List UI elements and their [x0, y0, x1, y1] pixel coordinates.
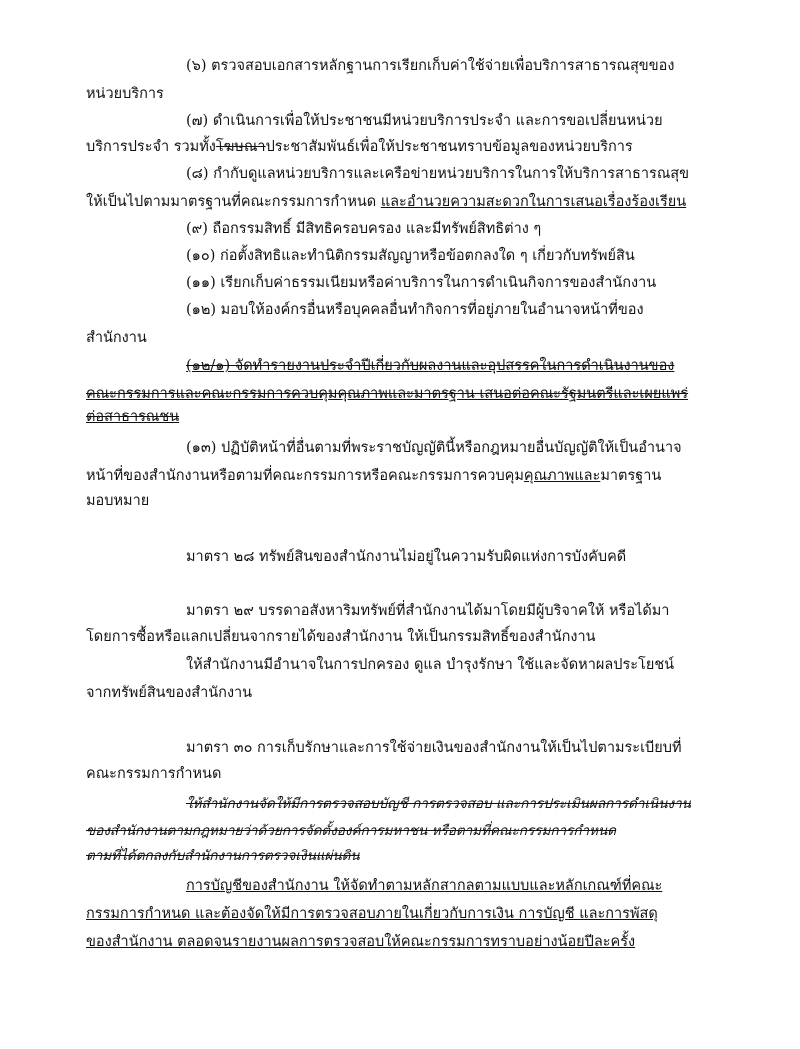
item-9: (๙) ถือกรรมสิทธิ์ มีสิทธิครอบครอง และมีทรัพย์สิทธิต่าง ๆ — [186, 221, 542, 237]
item-12-line-1: (๑๒) มอบให้องค์กรอื่นหรือบุคคลอื่นทำกิจการที่อยู่ภายในอำนาจหน้าที่ของ — [186, 302, 644, 318]
item-13-text-b: มาตรฐาน — [600, 468, 662, 484]
section-29-line-3: ให้สำนักงานมีอำนาจในการปกครอง ดูแล บำรุงรักษา ใช้และจัดหาผลประโยชน์ — [186, 657, 675, 673]
item-8-underlined-text: และอำนวยความสะดวกในการเสนอเรื่องร้องเรียน — [380, 194, 687, 210]
section-29-line-1: มาตรา ๒๙ บรรดาอสังหาริมทรัพย์ที่สำนักงานได้มาโดยมีผู้บริจาคให้ หรือได้มา — [186, 603, 670, 619]
section-30-struck-line-1: ให้สำนักงานจัดให้มีการตรวจสอบบัญชี การตรวจสอบ และการประเมินผลการดำเนินงาน — [186, 796, 691, 812]
section-30-struck-line-3: ตามที่ได้ตกลงกับสำนักงานการตรวจเงินแผ่นดิน — [86, 848, 360, 864]
item-7-text-b: ประชาสัมพันธ์เพื่อให้ประชาชนทราบข้อมูลของหน่วยบริการ — [265, 139, 633, 155]
item-10: (๑๐) ก่อตั้งสิทธิและทำนิติกรรมสัญญาหรือข้อตกลงใด ๆ เกี่ยวกับทรัพย์สิน — [186, 248, 635, 264]
section-29-line-2: โดยการซื้อหรือแลกเปลี่ยนจากรายได้ของสำนักงาน ให้เป็นกรรมสิทธิ์ของสำนักงาน — [86, 629, 596, 645]
item-6-line-2: หน่วยบริการ — [86, 86, 164, 102]
section-28: มาตรา ๒๘ ทรัพย์สินของสำนักงานไม่อยู่ในความรับผิดแห่งการบังคับคดี — [186, 549, 627, 565]
item-7-text-a: บริการประจำ รวมทั้ง — [86, 139, 216, 155]
section-30-struck-line-2: ของสำนักงานตามกฎหมายว่าด้วยการจัดตั้งองค์การมหาชน หรือตามที่คณะกรรมการกำหนด — [86, 823, 617, 839]
item-11: (๑๑) เรียกเก็บค่าธรรมเนียมหรือค่าบริการในการดำเนินกิจการของสำนักงาน — [186, 275, 657, 291]
item-13-text-a: หน้าที่ของสำนักงานหรือตามที่คณะกรรมการหรือคณะกรรมการควบคุม — [86, 468, 524, 484]
section-30-line-1: มาตรา ๓๐ การเก็บรักษาและการใช้จ่ายเงินของสำนักงานให้เป็นไปตามระเบียบที่ — [186, 740, 682, 756]
item-7-struck-word: โฆษณา — [215, 139, 266, 155]
section-30-line-2: คณะกรรมการกำหนด — [86, 766, 222, 782]
item-8-line-1: (๘) กำกับดูแลหน่วยบริการและเครือข่ายหน่วยบริการในการให้บริการสาธารณสุข — [186, 166, 690, 182]
item-12-1-line-3: ต่อสาธารณชน — [86, 409, 180, 425]
section-30-new-line-2: กรรมการกำหนด และต้องจัดให้มีการตรวจสอบภายในเกี่ยวกับการเงิน การบัญชี และการพัสดุ — [86, 906, 658, 922]
item-12-1-line-2: คณะกรรมการและคณะกรรมการควบคุมคุณภาพและมาตรฐาน เสนอต่อคณะรัฐมนตรีและเผยแพร่ — [86, 386, 689, 402]
item-13-line-3: มอบหมาย — [86, 493, 150, 509]
item-12-line-2: สำนักงาน — [86, 330, 147, 346]
item-8-line-2 — [86, 191, 686, 213]
item-13-line-1: (๑๓) ปฏิบัติหน้าที่อื่นตามที่พระราชบัญญัตินี้หรือกฎหมายอื่นบัญญัติให้เป็นอำนาจ — [186, 440, 682, 456]
item-12-1-line-1: (๑๒/๑) จัดทำรายงานประจำปีเกี่ยวกับผลงานและอุปสรรคในการดำเนินงานของ — [186, 358, 675, 374]
section-30-new-line-1: การบัญชีของสำนักงาน ให้จัดทำตามหลักสากลตามแบบและหลักเกณฑ์ที่คณะ — [186, 878, 663, 894]
section-30-new-line-3: ของสำนักงาน ตลอดจนรายงานผลการตรวจสอบให้คณะกรรมการทราบอย่างน้อยปีละครั้ง — [86, 934, 636, 950]
section-29-line-4: จากทรัพย์สินของสำนักงาน — [86, 685, 253, 701]
item-13-underlined-text: คุณภาพและ — [523, 468, 601, 484]
item-7-line-1: (๗) ดำเนินการเพื่อให้ประชาชนมีหน่วยบริการประจำ และการขอเปลี่ยนหน่วย — [186, 113, 663, 129]
item-7-line-2 — [86, 136, 633, 158]
item-6-line-1: (๖) ตรวจสอบเอกสารหลักฐานการเรียกเก็บค่าใช้จ่ายเพื่อบริการสาธารณสุขของ — [186, 58, 675, 74]
item-13-line-2 — [86, 465, 661, 487]
item-8-text-a: ให้เป็นไปตามมาตรฐานที่คณะกรรมการกำหนด — [86, 194, 381, 210]
